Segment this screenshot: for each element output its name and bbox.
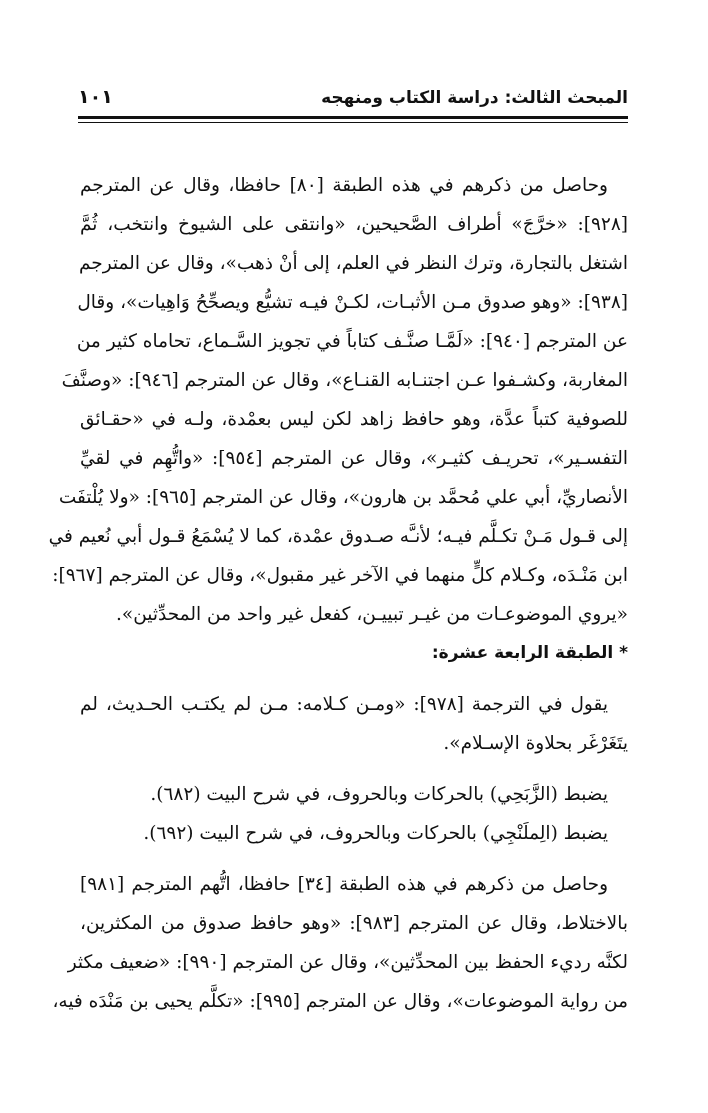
text-line: إلى قـول مَـنْ تكـلَّم فيـه؛ لأنـَّه صـدوق عمْدة، كما لا يُسْمَعُ قـول أبي نُعيم في (48, 526, 628, 547)
paragraph-summary-14 (52, 865, 628, 1021)
text-line: المغاربة، وكشـفوا عـن اجتنـابه القنـاع»، وقال عن المترجم [٩٤٦]: «وصنَّفَ (61, 370, 628, 391)
text-line: [٩٢٨]: «خرَّجَ» أطراف الصَّحيحين، «وانتقى على الشيوخ وانتخب، ثُمَّ (80, 214, 628, 235)
text-line: التفسـير»، تحريـف كثيـر»، وقال عن المترجم [٩٥٤]: «واتُّهِم في لقيِّ (80, 448, 629, 469)
paragraph-quote (80, 685, 628, 763)
text-line: يتَغَرْغَر بحلاوة الإسـلام». (443, 733, 628, 754)
page-number: ١٠١ (78, 86, 113, 108)
text-line: الأنصاريِّ، أبي علي مُحمَّد بن هارون»، وقال عن المترجم [٩٦٥]: «ولا يُلْتفَت (58, 487, 628, 508)
text-line: اشتغل بالتجارة، وترك النظر في العلم، إلى أنْ ذهب»، وقال عن المترجم (78, 253, 628, 274)
text-line: يضبط (الزَّبَحِي) بالحركات وبالحروف، في شرح البيت (٦٨٢). (150, 784, 608, 805)
paragraph-summary-13 (48, 166, 629, 634)
page-header (78, 84, 628, 108)
text-line: من رواية الموضوعات»، وقال عن المترجم [٩٩٥]: «تكلَّم يحيى بن مَنْدَه فيه، (52, 991, 628, 1012)
text-line: ابن مَنْـدَه، وكـلام كلٍّ منهما في الآخر غير مقبول»، وقال عن المترجم [٩٦٧]: (52, 565, 628, 586)
text-line: عن المترجم [٩٤٠]: «لَمَّـا صنَّـف كتاباً في تجويز السَّـماع، تحاماه كثير من (76, 331, 628, 352)
paragraph-malanji (80, 814, 628, 853)
running-title: المبحث الثالث: دراسة الكتاب ومنهجه (321, 88, 628, 108)
text-line: للصوفية كتباً عدَّة، وهو حافظ زاهد لكن ليس بعمْدة، ولـه في «حقـائق (80, 409, 628, 430)
header-rule-thick (78, 116, 628, 119)
header-rule-thin (78, 122, 628, 123)
body-text (48, 166, 629, 1021)
section-heading: * الطبقة الرابعة عشرة: (431, 643, 628, 663)
text-line: وحاصل من ذكرهم في هذه الطبقة [٨٠] حافظا، وقال عن المترجم (80, 175, 608, 196)
paragraph-zabahi (80, 775, 628, 814)
text-line: «يروي الموضوعـات من غيـر تبييـن، كفعل غير واحد من المحدِّثين». (116, 604, 628, 625)
text-line: لكنَّه رديء الحفظ بين المحدِّثين»، وقال عن المترجم [٩٩٠]: «ضعيف مكثر (67, 952, 628, 973)
text-line: [٩٣٨]: «وهو صدوق مـن الأثبـات، لكـنْ فيـه تشيُّع ويصحِّحُ وَاهِيات»، وقال (77, 292, 628, 313)
text-line: يقول في الترجمة [٩٧٨]: «ومـن كـلامه: مـن لم يكتـب الحـديث، لم (80, 694, 608, 715)
text-line: بالاختلاط، وقال عن المترجم [٩٨٣]: «وهو حافظ صدوق من المكثرين، (80, 913, 628, 934)
text-line: وحاصل من ذكرهم في هذه الطبقة [٣٤] حافظا، اتُّهم المترجم [٩٨١] (80, 874, 609, 895)
text-line: يضبط (الِملَنْجِي) بالحركات وبالحروف، في شرح البيت (٦٩٢). (143, 823, 608, 844)
